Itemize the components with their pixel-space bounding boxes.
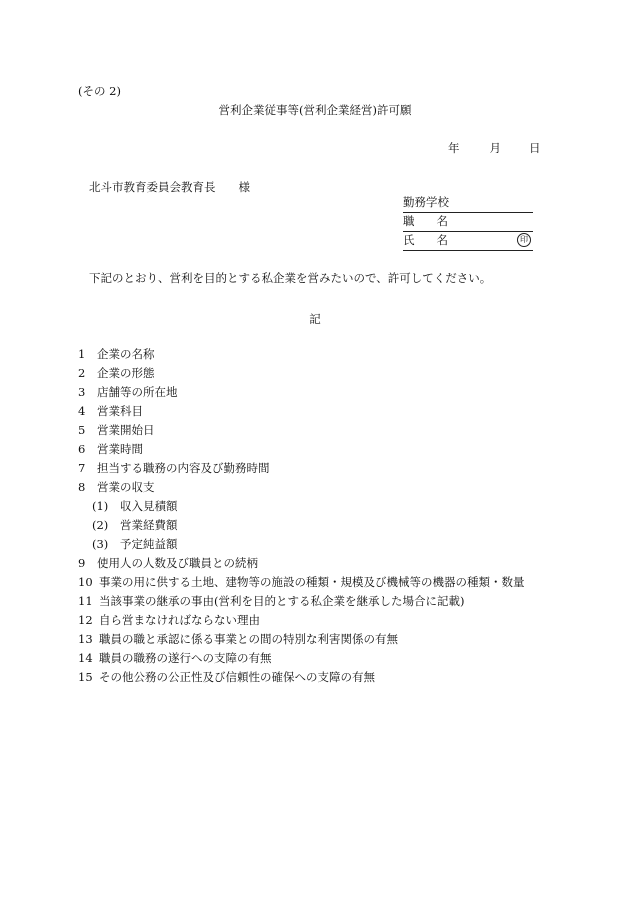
list-item: 5 営業開始日 [78, 423, 155, 437]
list-item: 4 営業科目 [78, 404, 143, 418]
position-field[interactable] [403, 216, 533, 232]
ki-heading: 記 [309, 312, 321, 326]
school-field[interactable] [403, 197, 533, 213]
name-label: 氏 名 [403, 233, 448, 247]
date-year-label: 年 [448, 141, 460, 155]
date-line [448, 143, 541, 155]
list-item: 3 店舗等の所在地 [78, 385, 178, 399]
list-item: 1 企業の名称 [78, 347, 155, 361]
position-label: 職 名 [403, 214, 448, 228]
list-item: 6 営業時間 [78, 442, 143, 456]
sub-list-item: (3) 予定純益額 [92, 537, 178, 551]
document-title: 営利企業従事等(営利企業経営)許可願 [218, 103, 412, 117]
request-text: 下記のとおり、営利を目的とする私企業を営みたいので、許可してください。 [89, 271, 492, 285]
sub-list-item: (1) 収入見積額 [92, 499, 178, 513]
seal-mark: 印 [517, 233, 531, 247]
sub-list-item: (2) 営業経費額 [92, 518, 178, 532]
list-item: 8 営業の収支 [78, 480, 155, 494]
list-item: 10 事業の用に供する土地、建物等の施設の種類・規模及び機械等の機器の種類・数量 [78, 575, 525, 589]
list-item: 9 使用人の人数及び職員との続柄 [78, 556, 258, 570]
addressee: 北斗市教育委員会教育長 様 [89, 180, 250, 194]
list-item: 14 職員の職務の遂行への支障の有無 [78, 651, 272, 665]
list-item: 15 その他公務の公正性及び信頼性の確保への支障の有無 [78, 670, 375, 684]
list-item: 11 当該事業の継承の事由(営利を目的とする私企業を継承した場合に記載) [78, 594, 465, 608]
name-field[interactable] [403, 235, 533, 251]
list-item: 2 企業の形態 [78, 366, 155, 380]
date-month-label: 月 [489, 141, 501, 155]
form-number-label: (その 2) [78, 84, 121, 98]
school-label: 勤務学校 [403, 195, 449, 209]
list-item: 13 職員の職と承認に係る事業との間の特別な利害関係の有無 [78, 632, 398, 646]
list-item: 12 自ら営まなければならない理由 [78, 613, 260, 627]
date-day-label: 日 [529, 141, 541, 155]
list-item: 7 担当する職務の内容及び勤務時間 [78, 461, 270, 475]
